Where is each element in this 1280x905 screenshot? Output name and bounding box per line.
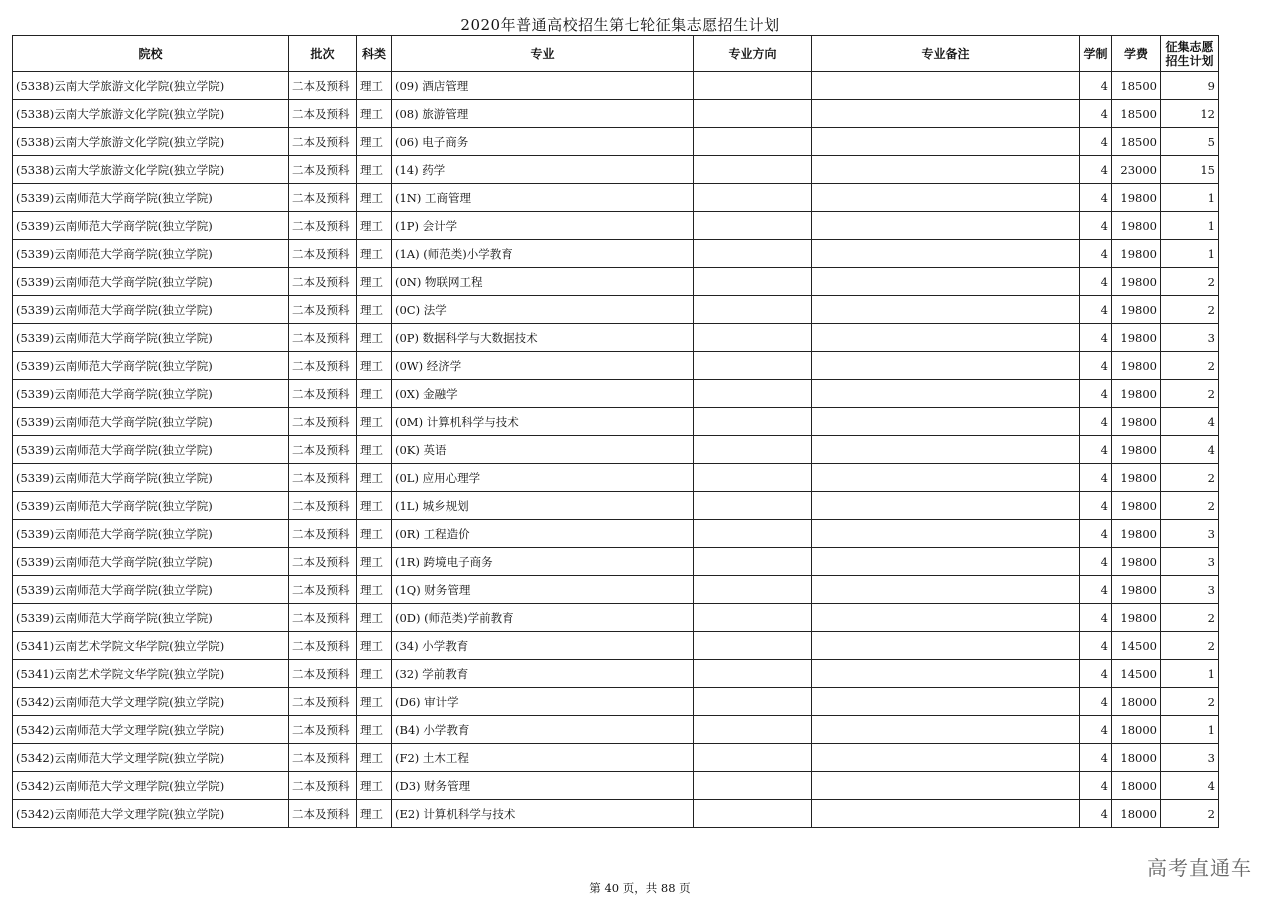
- header-direction: 专业方向: [694, 36, 812, 72]
- cell-category: 理工: [357, 716, 392, 744]
- cell-direction: [694, 296, 812, 324]
- table-row: [13, 744, 1219, 772]
- cell-fee: 19800: [1112, 380, 1161, 408]
- table-row: [13, 268, 1219, 296]
- cell-school: (5339)云南师范大学商学院(独立学院): [13, 184, 289, 212]
- cell-school: (5339)云南师范大学商学院(独立学院): [13, 324, 289, 352]
- cell-category: 理工: [357, 800, 392, 828]
- table-row: [13, 184, 1219, 212]
- cell-major: (1A) (师范类)小学教育: [392, 240, 694, 268]
- cell-fee: 19800: [1112, 548, 1161, 576]
- cell-batch: 二本及预科: [289, 604, 357, 632]
- cell-fee: 14500: [1112, 660, 1161, 688]
- table-row: [13, 380, 1219, 408]
- cell-plan: 4: [1161, 436, 1219, 464]
- cell-school: (5338)云南大学旅游文化学院(独立学院): [13, 156, 289, 184]
- table-row: [13, 296, 1219, 324]
- cell-fee: 18500: [1112, 72, 1161, 100]
- cell-fee: 19800: [1112, 212, 1161, 240]
- cell-plan: 3: [1161, 744, 1219, 772]
- cell-batch: 二本及预科: [289, 380, 357, 408]
- cell-plan: 4: [1161, 772, 1219, 800]
- table-row: [13, 464, 1219, 492]
- cell-remark: [812, 72, 1080, 100]
- cell-direction: [694, 212, 812, 240]
- cell-fee: 18000: [1112, 744, 1161, 772]
- cell-remark: [812, 464, 1080, 492]
- table-row: [13, 576, 1219, 604]
- table-row: [13, 324, 1219, 352]
- cell-plan: 3: [1161, 324, 1219, 352]
- cell-years: 4: [1080, 156, 1112, 184]
- cell-major: (0P) 数据科学与大数据技术: [392, 324, 694, 352]
- cell-major: (0N) 物联网工程: [392, 268, 694, 296]
- cell-school: (5339)云南师范大学商学院(独立学院): [13, 352, 289, 380]
- cell-school: (5338)云南大学旅游文化学院(独立学院): [13, 100, 289, 128]
- cell-remark: [812, 184, 1080, 212]
- watermark-logo: 高考直通车: [1147, 856, 1252, 880]
- cell-remark: [812, 492, 1080, 520]
- cell-years: 4: [1080, 660, 1112, 688]
- table-row: [13, 436, 1219, 464]
- cell-batch: 二本及预科: [289, 548, 357, 576]
- cell-school: (5339)云南师范大学商学院(独立学院): [13, 520, 289, 548]
- cell-batch: 二本及预科: [289, 268, 357, 296]
- cell-direction: [694, 240, 812, 268]
- cell-remark: [812, 324, 1080, 352]
- cell-remark: [812, 632, 1080, 660]
- cell-major: (0C) 法学: [392, 296, 694, 324]
- cell-plan: 1: [1161, 184, 1219, 212]
- cell-batch: 二本及预科: [289, 240, 357, 268]
- page-footer: 第 40 页，共 88 页: [589, 881, 691, 895]
- table-row: [13, 240, 1219, 268]
- cell-fee: 18000: [1112, 688, 1161, 716]
- table-row: [13, 800, 1219, 828]
- cell-major: (1Q) 财务管理: [392, 576, 694, 604]
- cell-direction: [694, 352, 812, 380]
- cell-fee: 18500: [1112, 128, 1161, 156]
- cell-batch: 二本及预科: [289, 772, 357, 800]
- cell-batch: 二本及预科: [289, 464, 357, 492]
- header-remark: 专业备注: [812, 36, 1080, 72]
- cell-category: 理工: [357, 268, 392, 296]
- cell-direction: [694, 324, 812, 352]
- table-row: [13, 408, 1219, 436]
- cell-plan: 2: [1161, 464, 1219, 492]
- cell-batch: 二本及预科: [289, 72, 357, 100]
- cell-direction: [694, 660, 812, 688]
- cell-category: 理工: [357, 324, 392, 352]
- cell-plan: 12: [1161, 100, 1219, 128]
- cell-school: (5339)云南师范大学商学院(独立学院): [13, 548, 289, 576]
- cell-years: 4: [1080, 212, 1112, 240]
- cell-direction: [694, 632, 812, 660]
- cell-category: 理工: [357, 436, 392, 464]
- cell-years: 4: [1080, 324, 1112, 352]
- cell-fee: 19800: [1112, 296, 1161, 324]
- cell-school: (5339)云南师范大学商学院(独立学院): [13, 408, 289, 436]
- cell-fee: 18500: [1112, 100, 1161, 128]
- cell-batch: 二本及预科: [289, 296, 357, 324]
- cell-direction: [694, 72, 812, 100]
- cell-plan: 3: [1161, 576, 1219, 604]
- cell-major: (B4) 小学教育: [392, 716, 694, 744]
- cell-remark: [812, 212, 1080, 240]
- cell-fee: 19800: [1112, 464, 1161, 492]
- cell-batch: 二本及预科: [289, 184, 357, 212]
- cell-major: (D3) 财务管理: [392, 772, 694, 800]
- cell-batch: 二本及预科: [289, 436, 357, 464]
- cell-plan: 2: [1161, 492, 1219, 520]
- header-fee: 学费: [1112, 36, 1161, 72]
- cell-plan: 3: [1161, 548, 1219, 576]
- cell-category: 理工: [357, 604, 392, 632]
- table-body: [13, 72, 1219, 828]
- cell-remark: [812, 548, 1080, 576]
- cell-batch: 二本及预科: [289, 408, 357, 436]
- cell-remark: [812, 604, 1080, 632]
- table-row: [13, 352, 1219, 380]
- cell-category: 理工: [357, 72, 392, 100]
- cell-fee: 14500: [1112, 632, 1161, 660]
- cell-batch: 二本及预科: [289, 324, 357, 352]
- cell-plan: 9: [1161, 72, 1219, 100]
- cell-batch: 二本及预科: [289, 128, 357, 156]
- cell-direction: [694, 716, 812, 744]
- cell-fee: 19800: [1112, 240, 1161, 268]
- cell-plan: 3: [1161, 520, 1219, 548]
- cell-plan: 1: [1161, 240, 1219, 268]
- header-plan-line2: 招生计划: [1165, 53, 1214, 68]
- cell-plan: 2: [1161, 268, 1219, 296]
- cell-direction: [694, 184, 812, 212]
- cell-fee: 23000: [1112, 156, 1161, 184]
- cell-years: 4: [1080, 772, 1112, 800]
- cell-fee: 18000: [1112, 772, 1161, 800]
- table-row: [13, 492, 1219, 520]
- cell-school: (5339)云南师范大学商学院(独立学院): [13, 380, 289, 408]
- cell-remark: [812, 408, 1080, 436]
- cell-years: 4: [1080, 520, 1112, 548]
- cell-major: (09) 酒店管理: [392, 72, 694, 100]
- cell-plan: 2: [1161, 296, 1219, 324]
- cell-fee: 19800: [1112, 268, 1161, 296]
- cell-direction: [694, 436, 812, 464]
- cell-fee: 19800: [1112, 324, 1161, 352]
- cell-years: 4: [1080, 604, 1112, 632]
- header-plan-line1: 征集志愿: [1165, 39, 1214, 54]
- table-row: [13, 632, 1219, 660]
- cell-plan: 2: [1161, 800, 1219, 828]
- cell-category: 理工: [357, 464, 392, 492]
- cell-plan: 2: [1161, 380, 1219, 408]
- cell-remark: [812, 100, 1080, 128]
- cell-school: (5339)云南师范大学商学院(独立学院): [13, 240, 289, 268]
- cell-direction: [694, 688, 812, 716]
- cell-category: 理工: [357, 772, 392, 800]
- header-school: 院校: [13, 36, 289, 72]
- cell-fee: 19800: [1112, 604, 1161, 632]
- cell-major: (0R) 工程造价: [392, 520, 694, 548]
- cell-years: 4: [1080, 352, 1112, 380]
- page-title: 2020年普通高校招生第七轮征集志愿招生计划: [460, 16, 780, 34]
- cell-batch: 二本及预科: [289, 156, 357, 184]
- cell-school: (5339)云南师范大学商学院(独立学院): [13, 436, 289, 464]
- table-row: [13, 548, 1219, 576]
- cell-school: (5342)云南师范大学文理学院(独立学院): [13, 800, 289, 828]
- cell-school: (5339)云南师范大学商学院(独立学院): [13, 492, 289, 520]
- cell-school: (5339)云南师范大学商学院(独立学院): [13, 464, 289, 492]
- cell-remark: [812, 436, 1080, 464]
- cell-direction: [694, 800, 812, 828]
- cell-category: 理工: [357, 156, 392, 184]
- cell-batch: 二本及预科: [289, 688, 357, 716]
- cell-remark: [812, 352, 1080, 380]
- header-major: 专业: [392, 36, 694, 72]
- cell-major: (D6) 审计学: [392, 688, 694, 716]
- cell-fee: 19800: [1112, 436, 1161, 464]
- cell-plan: 2: [1161, 688, 1219, 716]
- table-row: [13, 660, 1219, 688]
- cell-direction: [694, 100, 812, 128]
- cell-remark: [812, 156, 1080, 184]
- cell-remark: [812, 296, 1080, 324]
- cell-years: 4: [1080, 688, 1112, 716]
- cell-batch: 二本及预科: [289, 716, 357, 744]
- cell-major: (F2) 土木工程: [392, 744, 694, 772]
- cell-school: (5339)云南师范大学商学院(独立学院): [13, 296, 289, 324]
- cell-major: (0W) 经济学: [392, 352, 694, 380]
- cell-remark: [812, 576, 1080, 604]
- cell-batch: 二本及预科: [289, 744, 357, 772]
- cell-direction: [694, 520, 812, 548]
- cell-school: (5342)云南师范大学文理学院(独立学院): [13, 772, 289, 800]
- cell-years: 4: [1080, 464, 1112, 492]
- cell-remark: [812, 716, 1080, 744]
- cell-years: 4: [1080, 184, 1112, 212]
- table-row: [13, 520, 1219, 548]
- cell-years: 4: [1080, 72, 1112, 100]
- cell-remark: [812, 660, 1080, 688]
- cell-plan: 2: [1161, 632, 1219, 660]
- cell-fee: 19800: [1112, 184, 1161, 212]
- cell-category: 理工: [357, 744, 392, 772]
- cell-remark: [812, 744, 1080, 772]
- cell-fee: 19800: [1112, 408, 1161, 436]
- admission-plan-table: [12, 35, 1219, 828]
- cell-remark: [812, 128, 1080, 156]
- cell-direction: [694, 548, 812, 576]
- header-batch: 批次: [289, 36, 357, 72]
- cell-category: 理工: [357, 576, 392, 604]
- cell-years: 4: [1080, 716, 1112, 744]
- cell-fee: 19800: [1112, 520, 1161, 548]
- cell-school: (5339)云南师范大学商学院(独立学院): [13, 212, 289, 240]
- cell-years: 4: [1080, 800, 1112, 828]
- cell-fee: 18000: [1112, 800, 1161, 828]
- cell-batch: 二本及预科: [289, 520, 357, 548]
- cell-category: 理工: [357, 184, 392, 212]
- cell-school: (5342)云南师范大学文理学院(独立学院): [13, 744, 289, 772]
- cell-fee: 19800: [1112, 352, 1161, 380]
- cell-remark: [812, 240, 1080, 268]
- table-row: [13, 72, 1219, 100]
- cell-category: 理工: [357, 492, 392, 520]
- cell-major: (1N) 工商管理: [392, 184, 694, 212]
- cell-category: 理工: [357, 380, 392, 408]
- cell-years: 4: [1080, 408, 1112, 436]
- cell-school: (5339)云南师范大学商学院(独立学院): [13, 576, 289, 604]
- cell-remark: [812, 772, 1080, 800]
- cell-years: 4: [1080, 296, 1112, 324]
- cell-plan: 1: [1161, 660, 1219, 688]
- cell-years: 4: [1080, 744, 1112, 772]
- cell-direction: [694, 492, 812, 520]
- cell-batch: 二本及预科: [289, 660, 357, 688]
- cell-major: (14) 药学: [392, 156, 694, 184]
- cell-years: 4: [1080, 240, 1112, 268]
- cell-direction: [694, 604, 812, 632]
- cell-years: 4: [1080, 100, 1112, 128]
- header-plan: [1161, 36, 1219, 72]
- cell-plan: 2: [1161, 604, 1219, 632]
- table-row: [13, 772, 1219, 800]
- cell-category: 理工: [357, 352, 392, 380]
- cell-major: (E2) 计算机科学与技术: [392, 800, 694, 828]
- cell-direction: [694, 128, 812, 156]
- cell-batch: 二本及预科: [289, 576, 357, 604]
- cell-major: (0K) 英语: [392, 436, 694, 464]
- cell-school: (5342)云南师范大学文理学院(独立学院): [13, 716, 289, 744]
- cell-school: (5339)云南师范大学商学院(独立学院): [13, 604, 289, 632]
- cell-major: (1L) 城乡规划: [392, 492, 694, 520]
- cell-plan: 1: [1161, 716, 1219, 744]
- cell-remark: [812, 380, 1080, 408]
- cell-major: (1R) 跨境电子商务: [392, 548, 694, 576]
- cell-years: 4: [1080, 576, 1112, 604]
- cell-remark: [812, 800, 1080, 828]
- table-row: [13, 100, 1219, 128]
- cell-major: (0D) (师范类)学前教育: [392, 604, 694, 632]
- cell-major: (08) 旅游管理: [392, 100, 694, 128]
- table-row: [13, 156, 1219, 184]
- cell-school: (5339)云南师范大学商学院(独立学院): [13, 268, 289, 296]
- cell-direction: [694, 156, 812, 184]
- cell-category: 理工: [357, 212, 392, 240]
- cell-school: (5338)云南大学旅游文化学院(独立学院): [13, 128, 289, 156]
- cell-direction: [694, 772, 812, 800]
- cell-direction: [694, 408, 812, 436]
- cell-category: 理工: [357, 660, 392, 688]
- cell-major: (06) 电子商务: [392, 128, 694, 156]
- cell-category: 理工: [357, 128, 392, 156]
- cell-batch: 二本及预科: [289, 212, 357, 240]
- cell-plan: 15: [1161, 156, 1219, 184]
- cell-batch: 二本及预科: [289, 100, 357, 128]
- cell-batch: 二本及预科: [289, 800, 357, 828]
- header-category: 科类: [357, 36, 392, 72]
- cell-direction: [694, 464, 812, 492]
- cell-category: 理工: [357, 520, 392, 548]
- cell-direction: [694, 576, 812, 604]
- cell-direction: [694, 268, 812, 296]
- header-years: 学制: [1080, 36, 1112, 72]
- cell-category: 理工: [357, 100, 392, 128]
- cell-category: 理工: [357, 408, 392, 436]
- cell-years: 4: [1080, 492, 1112, 520]
- cell-batch: 二本及预科: [289, 352, 357, 380]
- cell-major: (1P) 会计学: [392, 212, 694, 240]
- cell-category: 理工: [357, 296, 392, 324]
- cell-school: (5341)云南艺术学院文华学院(独立学院): [13, 632, 289, 660]
- cell-major: (34) 小学教育: [392, 632, 694, 660]
- cell-school: (5342)云南师范大学文理学院(独立学院): [13, 688, 289, 716]
- table-row: [13, 604, 1219, 632]
- cell-fee: 19800: [1112, 576, 1161, 604]
- cell-plan: 5: [1161, 128, 1219, 156]
- cell-years: 4: [1080, 436, 1112, 464]
- cell-category: 理工: [357, 632, 392, 660]
- cell-remark: [812, 520, 1080, 548]
- cell-category: 理工: [357, 548, 392, 576]
- cell-batch: 二本及预科: [289, 632, 357, 660]
- cell-category: 理工: [357, 240, 392, 268]
- cell-batch: 二本及预科: [289, 492, 357, 520]
- cell-category: 理工: [357, 688, 392, 716]
- cell-plan: 1: [1161, 212, 1219, 240]
- cell-school: (5338)云南大学旅游文化学院(独立学院): [13, 72, 289, 100]
- cell-years: 4: [1080, 632, 1112, 660]
- table-header-row: [13, 36, 1219, 72]
- cell-fee: 18000: [1112, 716, 1161, 744]
- cell-years: 4: [1080, 380, 1112, 408]
- cell-major: (32) 学前教育: [392, 660, 694, 688]
- table-row: [13, 688, 1219, 716]
- table-row: [13, 128, 1219, 156]
- cell-years: 4: [1080, 548, 1112, 576]
- cell-fee: 19800: [1112, 492, 1161, 520]
- cell-direction: [694, 744, 812, 772]
- cell-major: (0M) 计算机科学与技术: [392, 408, 694, 436]
- cell-remark: [812, 268, 1080, 296]
- table-row: [13, 212, 1219, 240]
- cell-major: (0L) 应用心理学: [392, 464, 694, 492]
- cell-plan: 4: [1161, 408, 1219, 436]
- cell-years: 4: [1080, 268, 1112, 296]
- cell-major: (0X) 金融学: [392, 380, 694, 408]
- cell-school: (5341)云南艺术学院文华学院(独立学院): [13, 660, 289, 688]
- cell-remark: [812, 688, 1080, 716]
- cell-years: 4: [1080, 128, 1112, 156]
- cell-direction: [694, 380, 812, 408]
- cell-plan: 2: [1161, 352, 1219, 380]
- table-row: [13, 716, 1219, 744]
